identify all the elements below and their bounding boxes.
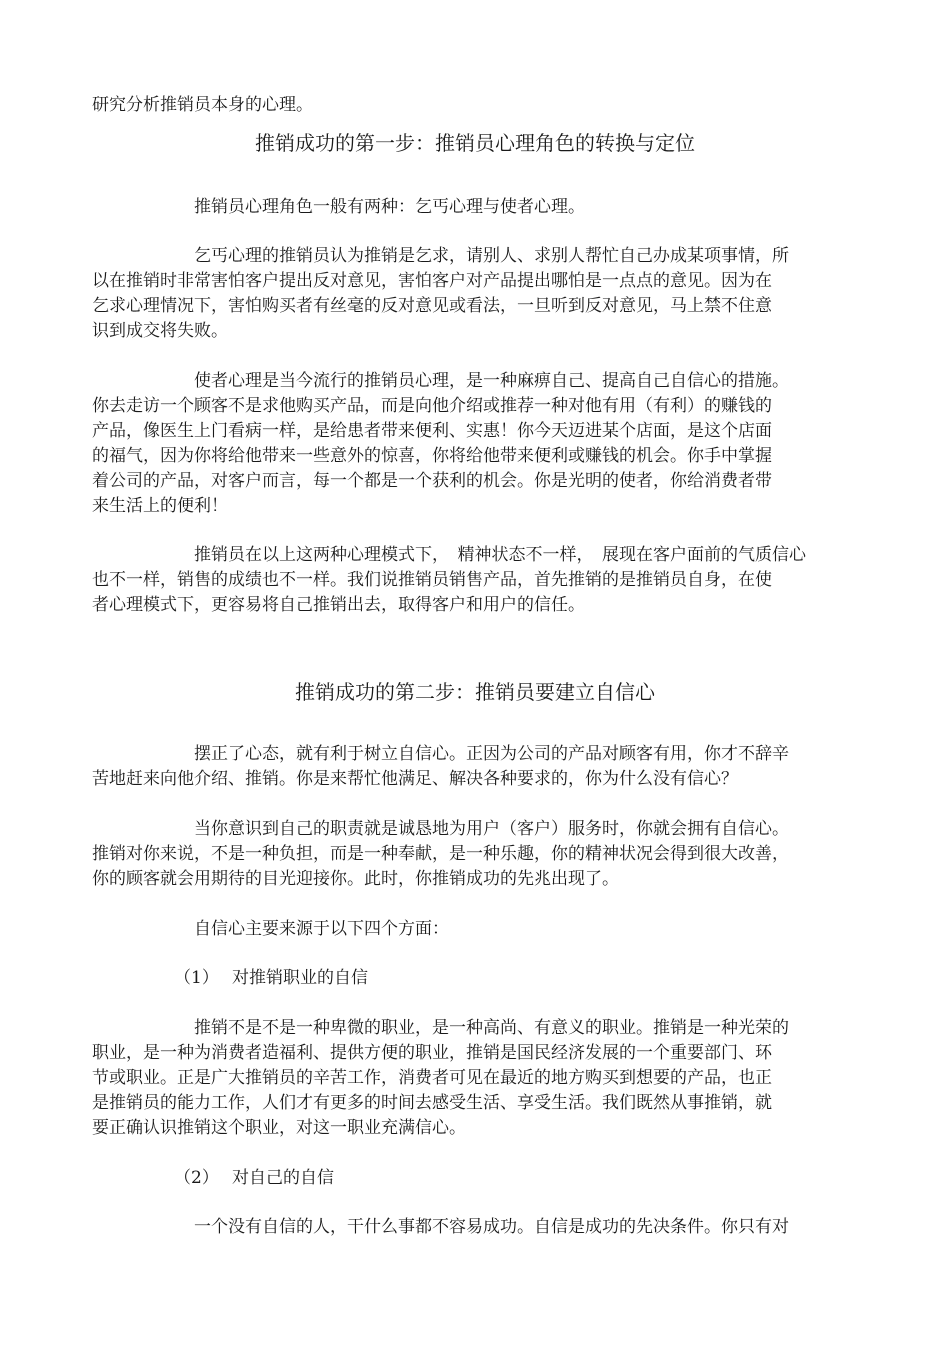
list-item-1 xyxy=(174,967,368,989)
list-item-number: （2） xyxy=(174,1168,219,1188)
paragraph-line: 要正确认识推销这个职业，对这一职业充满信心。 xyxy=(92,1118,466,1138)
paragraph-line: 乞丐心理的推销员认为推销是乞求，请别人、求别人帮忙自己办成某项事情，所 xyxy=(194,246,789,266)
paragraph-line: 着公司的产品，对客户而言，每一个都是一个获利的机会。你是光明的使者，你给消费者带 xyxy=(92,471,772,491)
intro-line: 研究分析推销员本身的心理。 xyxy=(92,95,313,115)
section-heading-2: 推销成功的第二步：推销员要建立自信心 xyxy=(295,680,655,704)
paragraph-line: 一个没有自信的人，干什么事都不容易成功。自信是成功的先决条件。你只有对 xyxy=(194,1217,789,1237)
paragraph-line: 来生活上的便利！ xyxy=(92,496,228,516)
paragraph-line: 推销员心理角色一般有两种：乞丐心理与使者心理。 xyxy=(194,197,585,217)
paragraph-line: 以在推销时非常害怕客户提出反对意见，害怕客户对产品提出哪怕是一点点的意见。因为在 xyxy=(92,271,772,291)
paragraph-line: 推销不是不是一种卑微的职业，是一种高尚、有意义的职业。推销是一种光荣的 xyxy=(194,1018,789,1038)
paragraph-line: 产品，像医生上门看病一样，是给患者带来便利、实惠！你今天迈进某个店面，是这个店面 xyxy=(92,421,772,441)
paragraph-line: 是推销员的能力工作，人们才有更多的时间去感受生活、享受生活。我们既然从事推销，就 xyxy=(92,1093,772,1113)
list-item-text: 对自己的自信 xyxy=(232,1168,334,1188)
paragraph-line: 苦地赶来向他介绍、推销。你是来帮忙他满足、解决各种要求的，你为什么没有信心？ xyxy=(92,769,738,789)
list-item-2 xyxy=(174,1167,334,1189)
paragraph-line: 使者心理是当今流行的推销员心理，是一种麻痹自己、提高自己自信心的措施。 xyxy=(194,371,789,391)
section-heading-1: 推销成功的第一步：推销员心理角色的转换与定位 xyxy=(255,131,695,155)
paragraph-line: 者心理模式下，更容易将自己推销出去，取得客户和用户的信任。 xyxy=(92,595,585,615)
paragraph-line: 节或职业。正是广大推销员的辛苦工作，消费者可见在最近的地方购买到想要的产品，也正 xyxy=(92,1068,772,1088)
paragraph-line: 识到成交将失败。 xyxy=(92,321,228,341)
paragraph-line: 当你意识到自己的职责就是诚恳地为用户（客户）服务时，你就会拥有自信心。 xyxy=(194,819,789,839)
paragraph-line: 乞求心理情况下，害怕购买者有丝毫的反对意见或看法，一旦听到反对意见，马上禁不住意 xyxy=(92,296,772,316)
list-item-text: 对推销职业的自信 xyxy=(232,968,368,988)
paragraph-line: 你的顾客就会用期待的目光迎接你。此时，你推销成功的先兆出现了。 xyxy=(92,869,619,889)
paragraph-line: 推销对你来说，不是一种负担，而是一种奉献，是一种乐趣，你的精神状况会得到很大改善， xyxy=(92,844,789,864)
paragraph-line: 你去走访一个顾客不是求他购买产品，而是向他介绍或推荐一种对他有用（有利）的赚钱的 xyxy=(92,396,772,416)
paragraph-line: 推销员在以上这两种心理模式下， 精神状态不一样， 展现在客户面前的气质信心 xyxy=(194,545,806,565)
paragraph-line: 的福气，因为你将给他带来一些意外的惊喜，你将给他带来便利或赚钱的机会。你手中掌握 xyxy=(92,446,772,466)
paragraph-line: 也不一样，销售的成绩也不一样。我们说推销员销售产品，首先推销的是推销员自身，在使 xyxy=(92,570,772,590)
paragraph-line: 职业，是一种为消费者造福利、提供方便的职业，推销是国民经济发展的一个重要部门、环 xyxy=(92,1043,772,1063)
paragraph-line: 摆正了心态，就有利于树立自信心。正因为公司的产品对顾客有用，你才不辞辛 xyxy=(194,744,789,764)
paragraph-line: 自信心主要来源于以下四个方面： xyxy=(194,919,449,939)
list-item-number: （1） xyxy=(174,968,219,988)
